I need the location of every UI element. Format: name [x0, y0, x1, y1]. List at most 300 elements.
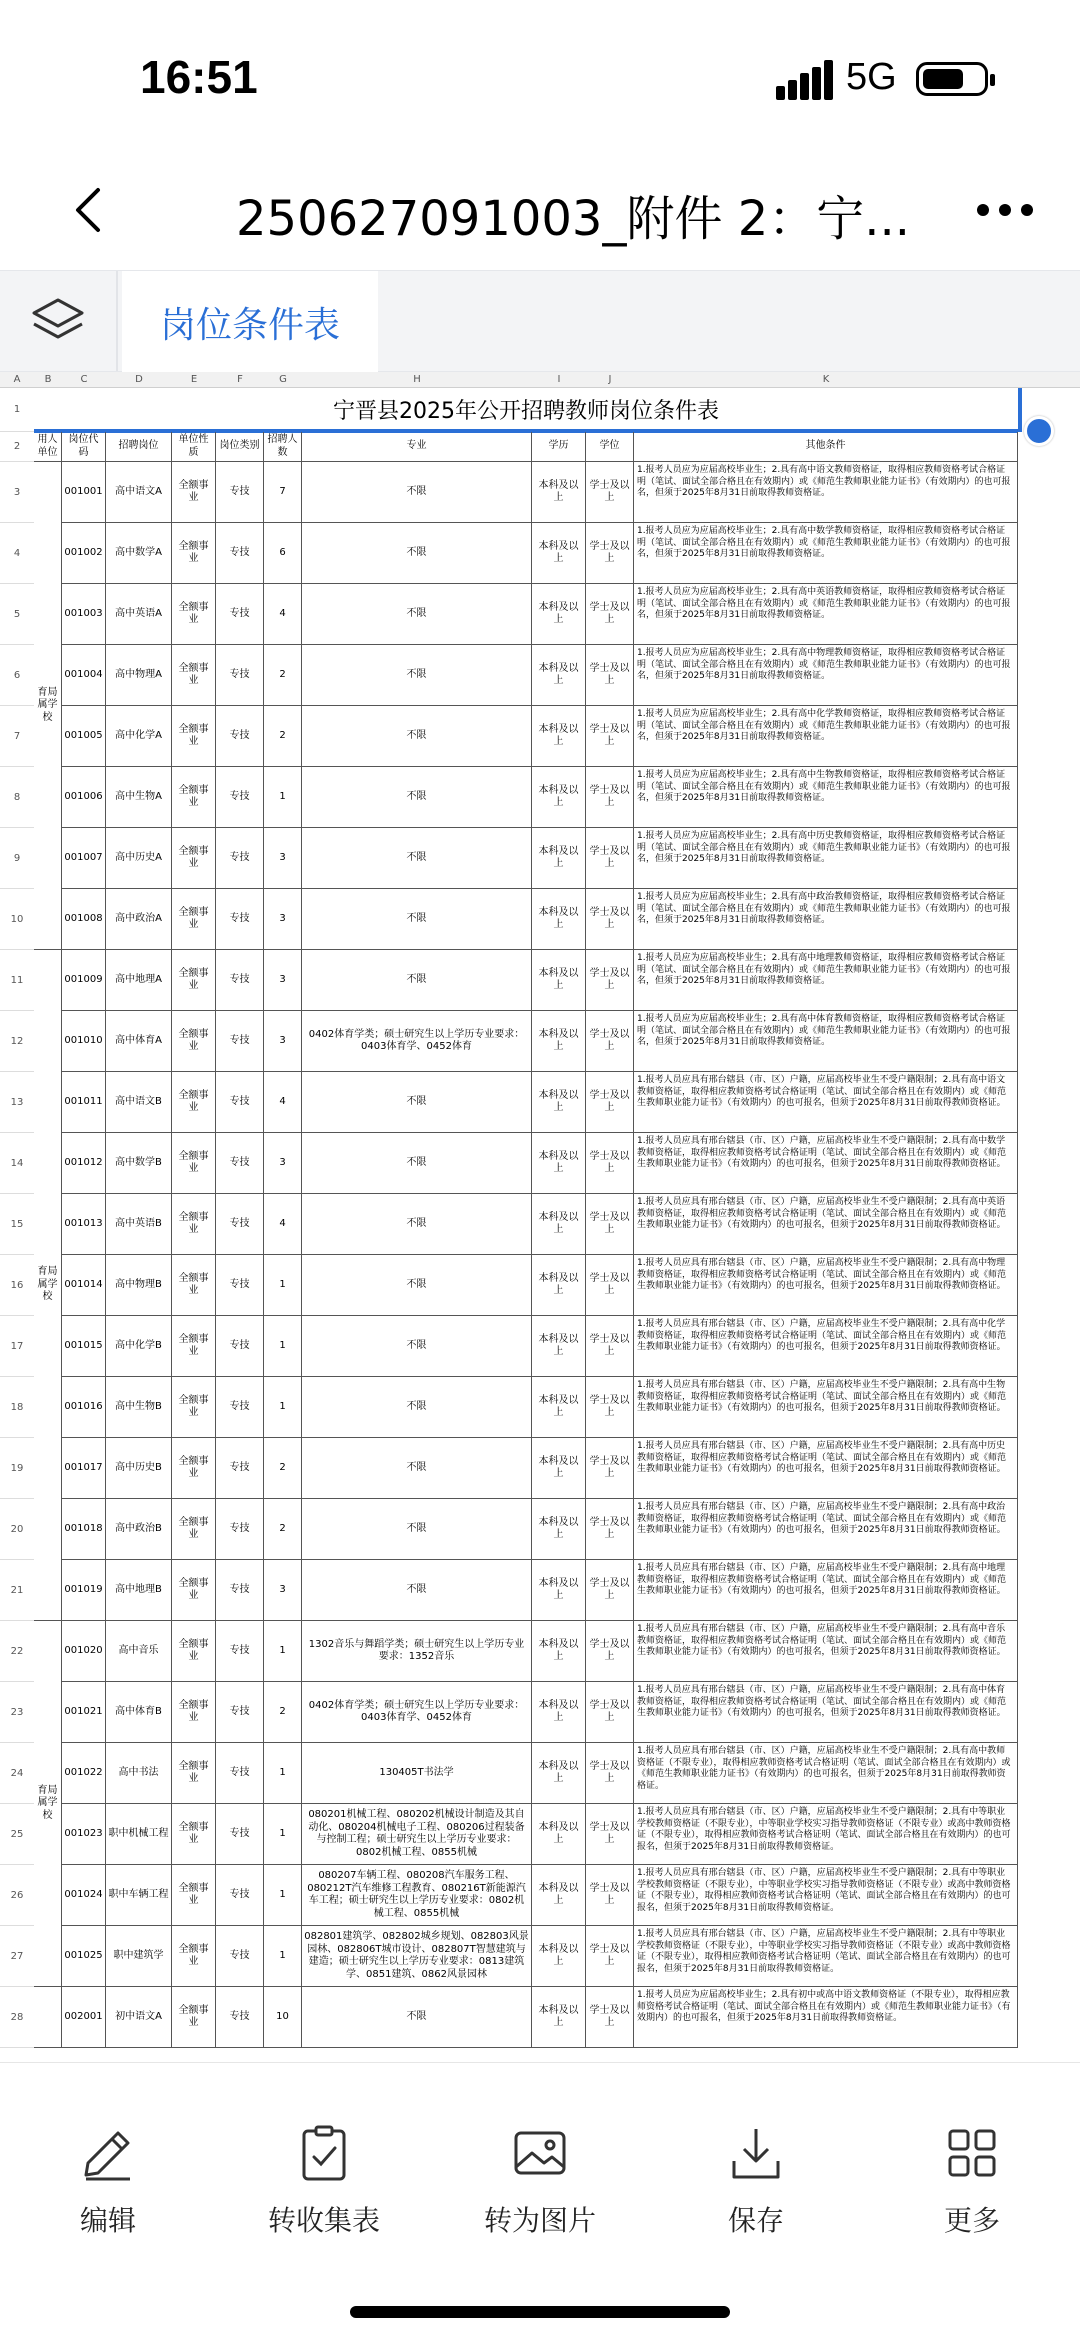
education-cell[interactable]: 本科及以上: [532, 950, 586, 1011]
major-cell[interactable]: 不限: [302, 1255, 532, 1316]
row-number[interactable]: 23: [0, 1682, 34, 1743]
hire-count-cell[interactable]: 7: [264, 462, 302, 523]
more-button[interactable]: [892, 2123, 1052, 2239]
education-cell[interactable]: 本科及以上: [532, 828, 586, 889]
post-category-cell[interactable]: 专技: [216, 584, 264, 645]
education-cell[interactable]: 本科及以上: [532, 462, 586, 523]
row-number[interactable]: 9: [0, 828, 34, 889]
unit-nature-cell[interactable]: 全额事业: [172, 1804, 216, 1865]
major-cell[interactable]: 不限: [302, 1316, 532, 1377]
post-name-cell[interactable]: 高中物理B: [106, 1255, 172, 1316]
header-cell[interactable]: 岗位代码: [62, 432, 106, 462]
save-button[interactable]: [676, 2123, 836, 2239]
other-conditions-cell[interactable]: 1.报考人员应具有邢台辖县（市、区）户籍，应届高校毕业生不受户籍限制；2.具有高中体育教师资格证，取得相应教师资格考试合格证明（笔试、面试全部合格且在有效期内）或《师范生教师职业能力证书》（有效期内）的也可报名，但须于2025年8月31日前取得教师资格证。: [634, 1682, 1018, 1743]
back-button[interactable]: [60, 180, 120, 240]
other-conditions-cell[interactable]: 1.报考人员应为应届高校毕业生；2.具有高中体育教师资格证，取得相应教师资格考试合格证明（笔试、面试全部合格且在有效期内）或《师范生教师职业能力证书》（有效期内）的也可报名，但须于2025年8月31日前取得教师资格证。: [634, 1011, 1018, 1072]
other-conditions-cell[interactable]: 1.报考人员应为应届高校毕业生；2.具有高中政治教师资格证，取得相应教师资格考试合格证明（笔试、面试全部合格且在有效期内）或《师范生教师职业能力证书》（有效期内）的也可报名，但须于2025年8月31日前取得教师资格证。: [634, 889, 1018, 950]
hire-count-cell[interactable]: 2: [264, 1682, 302, 1743]
post-category-cell[interactable]: 专技: [216, 1865, 264, 1926]
other-conditions-cell[interactable]: 1.报考人员应具有邢台辖县（市、区）户籍，应届高校毕业生不受户籍限制；2.具有高中历史教师资格证，取得相应教师资格考试合格证明（笔试、面试全部合格且在有效期内）或《师范生教师职业能力证书》（有效期内）的也可报名，但须于2025年8月31日前取得教师资格证。: [634, 1438, 1018, 1499]
header-cell[interactable]: 单位性质: [172, 432, 216, 462]
hire-count-cell[interactable]: 2: [264, 706, 302, 767]
post-code-cell[interactable]: 001013: [62, 1194, 106, 1255]
post-code-cell[interactable]: 001006: [62, 767, 106, 828]
row-number[interactable]: 12: [0, 1011, 34, 1072]
other-conditions-cell[interactable]: 1.报考人员应具有邢台辖县（市、区）户籍，应届高校毕业生不受户籍限制；2.具有高中物理教师资格证，取得相应教师资格考试合格证明（笔试、面试全部合格且在有效期内）或《师范生教师职业能力证书》（有效期内）的也可报名，但须于2025年8月31日前取得教师资格证。: [634, 1255, 1018, 1316]
other-conditions-cell[interactable]: 1.报考人员应为应届高校毕业生；2.具有初中或高中语文教师资格证（不限专业），取得相应教师资格考试合格证明（笔试、面试全部合格且在有效期内）或《师范生教师职业能力证书》（有效期内）的也可报名，但须于2025年8月31日前取得教师资格证。: [634, 1987, 1018, 2048]
row-number[interactable]: 26: [0, 1865, 34, 1926]
hire-count-cell[interactable]: 2: [264, 1499, 302, 1560]
post-name-cell[interactable]: 高中地理B: [106, 1560, 172, 1621]
education-cell[interactable]: 本科及以上: [532, 1621, 586, 1682]
education-cell[interactable]: 本科及以上: [532, 767, 586, 828]
major-cell[interactable]: 不限: [302, 1072, 532, 1133]
post-category-cell[interactable]: 专技: [216, 1987, 264, 2048]
degree-cell[interactable]: 学士及以上: [586, 645, 634, 706]
degree-cell[interactable]: 学士及以上: [586, 889, 634, 950]
education-cell[interactable]: 本科及以上: [532, 1743, 586, 1804]
post-category-cell[interactable]: 专技: [216, 950, 264, 1011]
post-category-cell[interactable]: 专技: [216, 1133, 264, 1194]
unit-nature-cell[interactable]: 全额事业: [172, 1194, 216, 1255]
post-category-cell[interactable]: 专技: [216, 889, 264, 950]
hire-count-cell[interactable]: 4: [264, 1194, 302, 1255]
post-name-cell[interactable]: 高中历史A: [106, 828, 172, 889]
column-header-F[interactable]: F: [237, 374, 243, 385]
major-cell[interactable]: 1302音乐与舞蹈学类；硕士研究生以上学历专业要求：1352音乐: [302, 1621, 532, 1682]
other-conditions-cell[interactable]: 1.报考人员应具有邢台辖县（市、区）户籍，应届高校毕业生不受户籍限制；2.具有高中政治教师资格证，取得相应教师资格考试合格证明（笔试、面试全部合格且在有效期内）或《师范生教师职业能力证书》（有效期内）的也可报名，但须于2025年8月31日前取得教师资格证。: [634, 1499, 1018, 1560]
unit-nature-cell[interactable]: 全额事业: [172, 950, 216, 1011]
unit-nature-cell[interactable]: 全额事业: [172, 1682, 216, 1743]
post-category-cell[interactable]: 专技: [216, 706, 264, 767]
other-conditions-cell[interactable]: 1.报考人员应具有邢台辖县（市、区）户籍，应届高校毕业生不受户籍限制；2.具有中等职业学校教师资格证（不限专业），中等职业学校实习指导教师资格证（不限专业）或高中教师资格证（不限专业），取得相应教师资格考试合格证明（笔试、面试全部合格且在有效期内）的也可报名，但须于2025年8月31日前取得教师资格证。: [634, 1926, 1018, 1987]
hire-count-cell[interactable]: 4: [264, 1072, 302, 1133]
major-cell[interactable]: 不限: [302, 1377, 532, 1438]
unit-nature-cell[interactable]: 全额事业: [172, 1377, 216, 1438]
post-name-cell[interactable]: 高中语文B: [106, 1072, 172, 1133]
other-conditions-cell[interactable]: 1.报考人员应为应届高校毕业生；2.具有高中地理教师资格证，取得相应教师资格考试合格证明（笔试、面试全部合格且在有效期内）或《师范生教师职业能力证书》（有效期内）的也可报名，但须于2025年8月31日前取得教师资格证。: [634, 950, 1018, 1011]
spreadsheet-view[interactable]: [0, 372, 1080, 2060]
row-number[interactable]: 25: [0, 1804, 34, 1865]
column-header-C[interactable]: C: [80, 374, 88, 385]
hire-count-cell[interactable]: 3: [264, 889, 302, 950]
post-name-cell[interactable]: 职中建筑学: [106, 1926, 172, 1987]
hire-count-cell[interactable]: 3: [264, 1011, 302, 1072]
row-number[interactable]: 3: [0, 462, 34, 523]
row-number[interactable]: 18: [0, 1377, 34, 1438]
education-cell[interactable]: 本科及以上: [532, 889, 586, 950]
hire-count-cell[interactable]: 1: [264, 1255, 302, 1316]
other-conditions-cell[interactable]: 1.报考人员应具有邢台辖县（市、区）户籍，应届高校毕业生不受户籍限制；2.具有中等职业学校教师资格证（不限专业），中等职业学校实习指导教师资格证（不限专业）或高中教师资格证（不限专业），取得相应教师资格考试合格证明（笔试、面试全部合格且在有效期内）的也可报名，但须于2025年8月31日前取得教师资格证。: [634, 1804, 1018, 1865]
post-name-cell[interactable]: 高中生物A: [106, 767, 172, 828]
degree-cell[interactable]: 学士及以上: [586, 1377, 634, 1438]
degree-cell[interactable]: 学士及以上: [586, 1987, 634, 2048]
post-name-cell[interactable]: 高中化学A: [106, 706, 172, 767]
hire-count-cell[interactable]: 4: [264, 584, 302, 645]
major-cell[interactable]: 不限: [302, 1438, 532, 1499]
hire-count-cell[interactable]: 2: [264, 645, 302, 706]
degree-cell[interactable]: 学士及以上: [586, 706, 634, 767]
education-cell[interactable]: 本科及以上: [532, 1560, 586, 1621]
post-category-cell[interactable]: 专技: [216, 1682, 264, 1743]
post-code-cell[interactable]: 001017: [62, 1438, 106, 1499]
post-name-cell[interactable]: 高中生物B: [106, 1377, 172, 1438]
unit-nature-cell[interactable]: 全额事业: [172, 1316, 216, 1377]
header-cell[interactable]: 招聘岗位: [106, 432, 172, 462]
row-number[interactable]: 22: [0, 1621, 34, 1682]
post-code-cell[interactable]: 001012: [62, 1133, 106, 1194]
major-cell[interactable]: 080201机械工程、080202机械设计制造及其自动化、080204机械电子工程、080206过程装备与控制工程；硕士研究生以上学历专业要求：0802机械工程、0855机械: [302, 1804, 532, 1865]
column-header-H[interactable]: H: [413, 374, 421, 385]
major-cell[interactable]: 不限: [302, 462, 532, 523]
unit-nature-cell[interactable]: 全额事业: [172, 1621, 216, 1682]
education-cell[interactable]: 本科及以上: [532, 584, 586, 645]
other-conditions-cell[interactable]: 1.报考人员应为应届高校毕业生；2.具有高中历史教师资格证，取得相应教师资格考试合格证明（笔试、面试全部合格且在有效期内）或《师范生教师职业能力证书》（有效期内）的也可报名，但须于2025年8月31日前取得教师资格证。: [634, 828, 1018, 889]
convert-image-button[interactable]: [460, 2123, 620, 2239]
post-category-cell[interactable]: 专技: [216, 1560, 264, 1621]
post-name-cell[interactable]: 高中政治B: [106, 1499, 172, 1560]
column-header-B[interactable]: B: [44, 374, 52, 385]
post-category-cell[interactable]: 专技: [216, 1316, 264, 1377]
row-number[interactable]: 11: [0, 950, 34, 1011]
post-category-cell[interactable]: 专技: [216, 462, 264, 523]
unit-nature-cell[interactable]: 全额事业: [172, 1926, 216, 1987]
sheet-title-cell[interactable]: 宁晋县2025年公开招聘教师岗位条件表: [34, 388, 1018, 432]
major-cell[interactable]: 130405T书法学: [302, 1743, 532, 1804]
degree-cell[interactable]: 学士及以上: [586, 828, 634, 889]
other-conditions-cell[interactable]: 1.报考人员应具有邢台辖县（市、区）户籍，应届高校毕业生不受户籍限制；2.具有中等职业学校教师资格证（不限专业），中等职业学校实习指导教师资格证（不限专业）或高中教师资格证（不限专业），取得相应教师资格考试合格证明（笔试、面试全部合格且在有效期内）的也可报名，但须于2025年8月31日前取得教师资格证。: [634, 1865, 1018, 1926]
post-code-cell[interactable]: 001002: [62, 523, 106, 584]
convert-collect-button[interactable]: [244, 2123, 404, 2239]
post-category-cell[interactable]: 专技: [216, 767, 264, 828]
unit-nature-cell[interactable]: 全额事业: [172, 706, 216, 767]
post-code-cell[interactable]: 001023: [62, 1804, 106, 1865]
degree-cell[interactable]: 学士及以上: [586, 1316, 634, 1377]
post-code-cell[interactable]: 001019: [62, 1560, 106, 1621]
major-cell[interactable]: 不限: [302, 1133, 532, 1194]
degree-cell[interactable]: 学士及以上: [586, 1804, 634, 1865]
degree-cell[interactable]: 学士及以上: [586, 1865, 634, 1926]
post-category-cell[interactable]: 专技: [216, 1438, 264, 1499]
hire-count-cell[interactable]: 3: [264, 1560, 302, 1621]
post-name-cell[interactable]: 高中书法: [106, 1743, 172, 1804]
major-cell[interactable]: 不限: [302, 523, 532, 584]
header-cell[interactable]: 学位: [586, 432, 634, 462]
major-cell[interactable]: 不限: [302, 767, 532, 828]
major-cell[interactable]: 082801建筑学、082802城乡规划、082803风景园林、082806T城市设计、082807T智慧建筑与建造；硕士研究生以上学历专业要求：0813建筑学、0851建筑、0862风景园林: [302, 1926, 532, 1987]
post-code-cell[interactable]: 001014: [62, 1255, 106, 1316]
row-number[interactable]: 17: [0, 1316, 34, 1377]
post-code-cell[interactable]: 001018: [62, 1499, 106, 1560]
other-conditions-cell[interactable]: 1.报考人员应为应届高校毕业生；2.具有高中化学教师资格证，取得相应教师资格考试合格证明（笔试、面试全部合格且在有效期内）或《师范生教师职业能力证书》（有效期内）的也可报名，但须于2025年8月31日前取得教师资格证。: [634, 706, 1018, 767]
row-number[interactable]: 20: [0, 1499, 34, 1560]
column-header-E[interactable]: E: [190, 374, 198, 385]
post-name-cell[interactable]: 高中语文A: [106, 462, 172, 523]
post-category-cell[interactable]: 专技: [216, 1621, 264, 1682]
header-cell[interactable]: 专业: [302, 432, 532, 462]
degree-cell[interactable]: 学士及以上: [586, 950, 634, 1011]
degree-cell[interactable]: 学士及以上: [586, 1133, 634, 1194]
major-cell[interactable]: 不限: [302, 1499, 532, 1560]
other-conditions-cell[interactable]: 1.报考人员应为应届高校毕业生；2.具有高中语文教师资格证，取得相应教师资格考试合格证明（笔试、面试全部合格且在有效期内）或《师范生教师职业能力证书》（有效期内）的也可报名，但须于2025年8月31日前取得教师资格证。: [634, 462, 1018, 523]
post-name-cell[interactable]: 高中历史B: [106, 1438, 172, 1499]
education-cell[interactable]: 本科及以上: [532, 706, 586, 767]
post-category-cell[interactable]: 专技: [216, 1499, 264, 1560]
degree-cell[interactable]: 学士及以上: [586, 1743, 634, 1804]
degree-cell[interactable]: 学士及以上: [586, 1255, 634, 1316]
post-name-cell[interactable]: 高中地理A: [106, 950, 172, 1011]
degree-cell[interactable]: 学士及以上: [586, 1621, 634, 1682]
post-name-cell[interactable]: 高中体育A: [106, 1011, 172, 1072]
unit-group-cell[interactable]: 育局属学校: [34, 462, 62, 950]
post-code-cell[interactable]: 001021: [62, 1682, 106, 1743]
sheet-list-button[interactable]: [0, 271, 118, 371]
chevron-left-icon: [60, 180, 120, 240]
education-cell[interactable]: 本科及以上: [532, 1194, 586, 1255]
hire-count-cell[interactable]: 3: [264, 828, 302, 889]
major-cell[interactable]: 不限: [302, 889, 532, 950]
major-cell[interactable]: 080207车辆工程、080208汽车服务工程、080212T汽车维修工程教育、080216T新能源汽车工程；硕士研究生以上学历专业要求：0802机械工程、0855机械: [302, 1865, 532, 1926]
unit-nature-cell[interactable]: 全额事业: [172, 1743, 216, 1804]
header-cell[interactable]: 其他条件: [634, 432, 1018, 462]
degree-cell[interactable]: 学士及以上: [586, 523, 634, 584]
row-number[interactable]: 13: [0, 1072, 34, 1133]
hire-count-cell[interactable]: 1: [264, 1316, 302, 1377]
other-conditions-cell[interactable]: 1.报考人员应具有邢台辖县（市、区）户籍，应届高校毕业生不受户籍限制；2.具有高中语文教师资格证，取得相应教师资格考试合格证明（笔试、面试全部合格且在有效期内）或《师范生教师职业能力证书》（有效期内）的也可报名，但须于2025年8月31日前取得教师资格证。: [634, 1072, 1018, 1133]
education-cell[interactable]: 本科及以上: [532, 1377, 586, 1438]
education-cell[interactable]: 本科及以上: [532, 1987, 586, 2048]
row-number[interactable]: 2: [0, 432, 34, 462]
post-code-cell[interactable]: 001003: [62, 584, 106, 645]
unit-group-cell[interactable]: 育局属学校: [34, 950, 62, 1621]
post-code-cell[interactable]: 001025: [62, 1926, 106, 1987]
unit-nature-cell[interactable]: 全额事业: [172, 1499, 216, 1560]
row-number[interactable]: 10: [0, 889, 34, 950]
row-number[interactable]: 21: [0, 1560, 34, 1621]
row-number[interactable]: 6: [0, 645, 34, 706]
row-number[interactable]: 24: [0, 1743, 34, 1804]
hire-count-cell[interactable]: 1: [264, 767, 302, 828]
unit-group-cell[interactable]: [34, 1987, 62, 2048]
degree-cell[interactable]: 学士及以上: [586, 1499, 634, 1560]
post-code-cell[interactable]: 001009: [62, 950, 106, 1011]
post-category-cell[interactable]: 专技: [216, 1194, 264, 1255]
other-conditions-cell[interactable]: 1.报考人员应具有邢台辖县（市、区）户籍，应届高校毕业生不受户籍限制；2.具有高中数学教师资格证，取得相应教师资格考试合格证明（笔试、面试全部合格且在有效期内）或《师范生教师职业能力证书》（有效期内）的也可报名，但须于2025年8月31日前取得教师资格证。: [634, 1133, 1018, 1194]
unit-nature-cell[interactable]: 全额事业: [172, 584, 216, 645]
post-name-cell[interactable]: 高中英语B: [106, 1194, 172, 1255]
degree-cell[interactable]: 学士及以上: [586, 1438, 634, 1499]
post-category-cell[interactable]: 专技: [216, 1377, 264, 1438]
row-number[interactable]: 15: [0, 1194, 34, 1255]
other-conditions-cell[interactable]: 1.报考人员应具有邢台辖县（市、区）户籍，应届高校毕业生不受户籍限制；2.具有高中英语教师资格证，取得相应教师资格考试合格证明（笔试、面试全部合格且在有效期内）或《师范生教师职业能力证书》（有效期内）的也可报名，但须于2025年8月31日前取得教师资格证。: [634, 1194, 1018, 1255]
post-category-cell[interactable]: 专技: [216, 523, 264, 584]
post-category-cell[interactable]: 专技: [216, 1743, 264, 1804]
post-code-cell[interactable]: 001015: [62, 1316, 106, 1377]
unit-nature-cell[interactable]: 全额事业: [172, 828, 216, 889]
post-category-cell[interactable]: 专技: [216, 1011, 264, 1072]
major-cell[interactable]: 0402体育学类；硕士研究生以上学历专业要求：0403体育学、0452体育: [302, 1011, 532, 1072]
post-name-cell[interactable]: 高中体育B: [106, 1682, 172, 1743]
hire-count-cell[interactable]: 6: [264, 523, 302, 584]
row-number[interactable]: 4: [0, 523, 34, 584]
column-header-D[interactable]: D: [135, 374, 143, 385]
degree-cell[interactable]: 学士及以上: [586, 1682, 634, 1743]
education-cell[interactable]: 本科及以上: [532, 1255, 586, 1316]
header-cell[interactable]: 学历: [532, 432, 586, 462]
degree-cell[interactable]: 学士及以上: [586, 1072, 634, 1133]
row-number[interactable]: 27: [0, 1926, 34, 1987]
education-cell[interactable]: 本科及以上: [532, 523, 586, 584]
post-category-cell[interactable]: 专技: [216, 1804, 264, 1865]
hire-count-cell[interactable]: 3: [264, 1133, 302, 1194]
post-name-cell[interactable]: 高中化学B: [106, 1316, 172, 1377]
hire-count-cell[interactable]: 1: [264, 1926, 302, 1987]
post-category-cell[interactable]: 专技: [216, 1255, 264, 1316]
column-header-A[interactable]: A: [13, 374, 21, 385]
hire-count-cell[interactable]: 1: [264, 1377, 302, 1438]
hire-count-cell[interactable]: 1: [264, 1865, 302, 1926]
row-number[interactable]: 8: [0, 767, 34, 828]
hire-count-cell[interactable]: 1: [264, 1804, 302, 1865]
post-code-cell[interactable]: 001011: [62, 1072, 106, 1133]
row-number[interactable]: 7: [0, 706, 34, 767]
hire-count-cell[interactable]: 1: [264, 1621, 302, 1682]
header-cell[interactable]: 用人单位: [34, 432, 62, 462]
header-cell[interactable]: 岗位类别: [216, 432, 264, 462]
hire-count-cell[interactable]: 2: [264, 1438, 302, 1499]
post-category-cell[interactable]: 专技: [216, 645, 264, 706]
degree-cell[interactable]: 学士及以上: [586, 767, 634, 828]
education-cell[interactable]: 本科及以上: [532, 1865, 586, 1926]
post-name-cell[interactable]: 高中数学B: [106, 1133, 172, 1194]
post-name-cell[interactable]: 高中数学A: [106, 523, 172, 584]
unit-nature-cell[interactable]: 全额事业: [172, 767, 216, 828]
degree-cell[interactable]: 学士及以上: [586, 1560, 634, 1621]
education-cell[interactable]: 本科及以上: [532, 1804, 586, 1865]
header-cell[interactable]: 招聘人数: [264, 432, 302, 462]
column-header-K[interactable]: K: [822, 374, 830, 385]
education-cell[interactable]: 本科及以上: [532, 1926, 586, 1987]
post-name-cell[interactable]: 高中物理A: [106, 645, 172, 706]
row-number[interactable]: 16: [0, 1255, 34, 1316]
major-cell[interactable]: 不限: [302, 828, 532, 889]
post-name-cell[interactable]: 职中车辆工程: [106, 1865, 172, 1926]
post-category-cell[interactable]: 专技: [216, 828, 264, 889]
major-cell[interactable]: 不限: [302, 584, 532, 645]
post-name-cell[interactable]: 高中音乐: [106, 1621, 172, 1682]
column-header-G[interactable]: G: [279, 374, 287, 385]
other-conditions-cell[interactable]: 1.报考人员应为应届高校毕业生；2.具有高中物理教师资格证，取得相应教师资格考试合格证明（笔试、面试全部合格且在有效期内）或《师范生教师职业能力证书》（有效期内）的也可报名，但须于2025年8月31日前取得教师资格证。: [634, 645, 1018, 706]
unit-nature-cell[interactable]: 全额事业: [172, 645, 216, 706]
other-conditions-cell[interactable]: 1.报考人员应为应届高校毕业生；2.具有高中数学教师资格证，取得相应教师资格考试合格证明（笔试、面试全部合格且在有效期内）或《师范生教师职业能力证书》（有效期内）的也可报名，但须于2025年8月31日前取得教师资格证。: [634, 523, 1018, 584]
other-conditions-cell[interactable]: 1.报考人员应具有邢台辖县（市、区）户籍，应届高校毕业生不受户籍限制；2.具有高中化学教师资格证，取得相应教师资格考试合格证明（笔试、面试全部合格且在有效期内）或《师范生教师职业能力证书》（有效期内）的也可报名，但须于2025年8月31日前取得教师资格证。: [634, 1316, 1018, 1377]
post-code-cell[interactable]: 001016: [62, 1377, 106, 1438]
post-code-cell[interactable]: 001005: [62, 706, 106, 767]
more-options-button[interactable]: [970, 180, 1040, 240]
unit-nature-cell[interactable]: 全额事业: [172, 1255, 216, 1316]
other-conditions-cell[interactable]: 1.报考人员应为应届高校毕业生；2.具有高中生物教师资格证，取得相应教师资格考试合格证明（笔试、面试全部合格且在有效期内）或《师范生教师职业能力证书》（有效期内）的也可报名，但须于2025年8月31日前取得教师资格证。: [634, 767, 1018, 828]
major-cell[interactable]: 不限: [302, 645, 532, 706]
row-number[interactable]: 19: [0, 1438, 34, 1499]
row-number[interactable]: 28: [0, 1987, 34, 2048]
row-number[interactable]: 1: [0, 388, 34, 432]
hire-count-cell[interactable]: 3: [264, 950, 302, 1011]
selection-handle[interactable]: [1024, 416, 1054, 446]
education-cell[interactable]: 本科及以上: [532, 1499, 586, 1560]
post-code-cell[interactable]: 002001: [62, 1987, 106, 2048]
post-category-cell[interactable]: 专技: [216, 1072, 264, 1133]
row-number[interactable]: 14: [0, 1133, 34, 1194]
other-conditions-cell[interactable]: 1.报考人员应具有邢台辖县（市、区）户籍，应届高校毕业生不受户籍限制；2.具有高中音乐教师资格证，取得相应教师资格考试合格证明（笔试、面试全部合格且在有效期内）或《师范生教师职业能力证书》（有效期内）的也可报名，但须于2025年8月31日前取得教师资格证。: [634, 1621, 1018, 1682]
unit-group-cell[interactable]: 育局属学校: [34, 1621, 62, 1987]
post-code-cell[interactable]: 001008: [62, 889, 106, 950]
hire-count-cell[interactable]: 1: [264, 1743, 302, 1804]
post-category-cell[interactable]: 专技: [216, 1926, 264, 1987]
major-cell[interactable]: 不限: [302, 950, 532, 1011]
post-code-cell[interactable]: 001024: [62, 1865, 106, 1926]
post-code-cell[interactable]: 001022: [62, 1743, 106, 1804]
unit-nature-cell[interactable]: 全额事业: [172, 1438, 216, 1499]
post-code-cell[interactable]: 001010: [62, 1011, 106, 1072]
post-code-cell[interactable]: 001020: [62, 1621, 106, 1682]
unit-nature-cell[interactable]: 全额事业: [172, 1560, 216, 1621]
column-header-J[interactable]: J: [608, 374, 612, 385]
row-number[interactable]: 5: [0, 584, 34, 645]
degree-cell[interactable]: 学士及以上: [586, 1011, 634, 1072]
unit-nature-cell[interactable]: 全额事业: [172, 523, 216, 584]
unit-nature-cell[interactable]: 全额事业: [172, 1072, 216, 1133]
education-cell[interactable]: 本科及以上: [532, 1316, 586, 1377]
post-name-cell[interactable]: 高中政治A: [106, 889, 172, 950]
other-conditions-cell[interactable]: 1.报考人员应为应届高校毕业生；2.具有高中英语教师资格证，取得相应教师资格考试合格证明（笔试、面试全部合格且在有效期内）或《师范生教师职业能力证书》（有效期内）的也可报名，但须于2025年8月31日前取得教师资格证。: [634, 584, 1018, 645]
unit-nature-cell[interactable]: 全额事业: [172, 1011, 216, 1072]
degree-cell[interactable]: 学士及以上: [586, 1194, 634, 1255]
education-cell[interactable]: 本科及以上: [532, 1133, 586, 1194]
education-cell[interactable]: 本科及以上: [532, 645, 586, 706]
post-code-cell[interactable]: 001004: [62, 645, 106, 706]
major-cell[interactable]: 不限: [302, 1194, 532, 1255]
hire-count-cell[interactable]: 10: [264, 1987, 302, 2048]
major-cell[interactable]: 不限: [302, 1560, 532, 1621]
education-cell[interactable]: 本科及以上: [532, 1682, 586, 1743]
degree-cell[interactable]: 学士及以上: [586, 1926, 634, 1987]
tab-active-sheet[interactable]: 岗位条件表: [122, 271, 378, 373]
post-name-cell[interactable]: 高中英语A: [106, 584, 172, 645]
major-cell[interactable]: 不限: [302, 706, 532, 767]
post-code-cell[interactable]: 001001: [62, 462, 106, 523]
other-conditions-cell[interactable]: 1.报考人员应具有邢台辖县（市、区）户籍，应届高校毕业生不受户籍限制；2.具有高中教师资格证（不限专业），取得相应教师资格考试合格证明（笔试、面试全部合格且在有效期内）或《师范生教师职业能力证书》（有效期内）的也可报名，但须于2025年8月31日前取得教师资格证。: [634, 1743, 1018, 1804]
post-code-cell[interactable]: 001007: [62, 828, 106, 889]
major-cell[interactable]: 0402体育学类；硕士研究生以上学历专业要求：0403体育学、0452体育: [302, 1682, 532, 1743]
education-cell[interactable]: 本科及以上: [532, 1072, 586, 1133]
unit-nature-cell[interactable]: 全额事业: [172, 1865, 216, 1926]
post-name-cell[interactable]: 职中机械工程: [106, 1804, 172, 1865]
unit-nature-cell[interactable]: 全额事业: [172, 462, 216, 523]
other-conditions-cell[interactable]: 1.报考人员应具有邢台辖县（市、区）户籍，应届高校毕业生不受户籍限制；2.具有高中地理教师资格证，取得相应教师资格考试合格证明（笔试、面试全部合格且在有效期内）或《师范生教师职业能力证书》（有效期内）的也可报名，但须于2025年8月31日前取得教师资格证。: [634, 1560, 1018, 1621]
education-cell[interactable]: 本科及以上: [532, 1011, 586, 1072]
post-name-cell[interactable]: 初中语文A: [106, 1987, 172, 2048]
education-cell[interactable]: 本科及以上: [532, 1438, 586, 1499]
unit-nature-cell[interactable]: 全额事业: [172, 1987, 216, 2048]
column-header-I[interactable]: I: [557, 374, 561, 385]
other-conditions-cell[interactable]: 1.报考人员应具有邢台辖县（市、区）户籍，应届高校毕业生不受户籍限制；2.具有高中生物教师资格证，取得相应教师资格考试合格证明（笔试、面试全部合格且在有效期内）或《师范生教师职业能力证书》（有效期内）的也可报名，但须于2025年8月31日前取得教师资格证。: [634, 1377, 1018, 1438]
degree-cell[interactable]: 学士及以上: [586, 462, 634, 523]
unit-nature-cell[interactable]: 全额事业: [172, 889, 216, 950]
major-cell[interactable]: 不限: [302, 1987, 532, 2048]
degree-cell[interactable]: 学士及以上: [586, 584, 634, 645]
edit-button[interactable]: [28, 2123, 188, 2239]
unit-nature-cell[interactable]: 全额事业: [172, 1133, 216, 1194]
